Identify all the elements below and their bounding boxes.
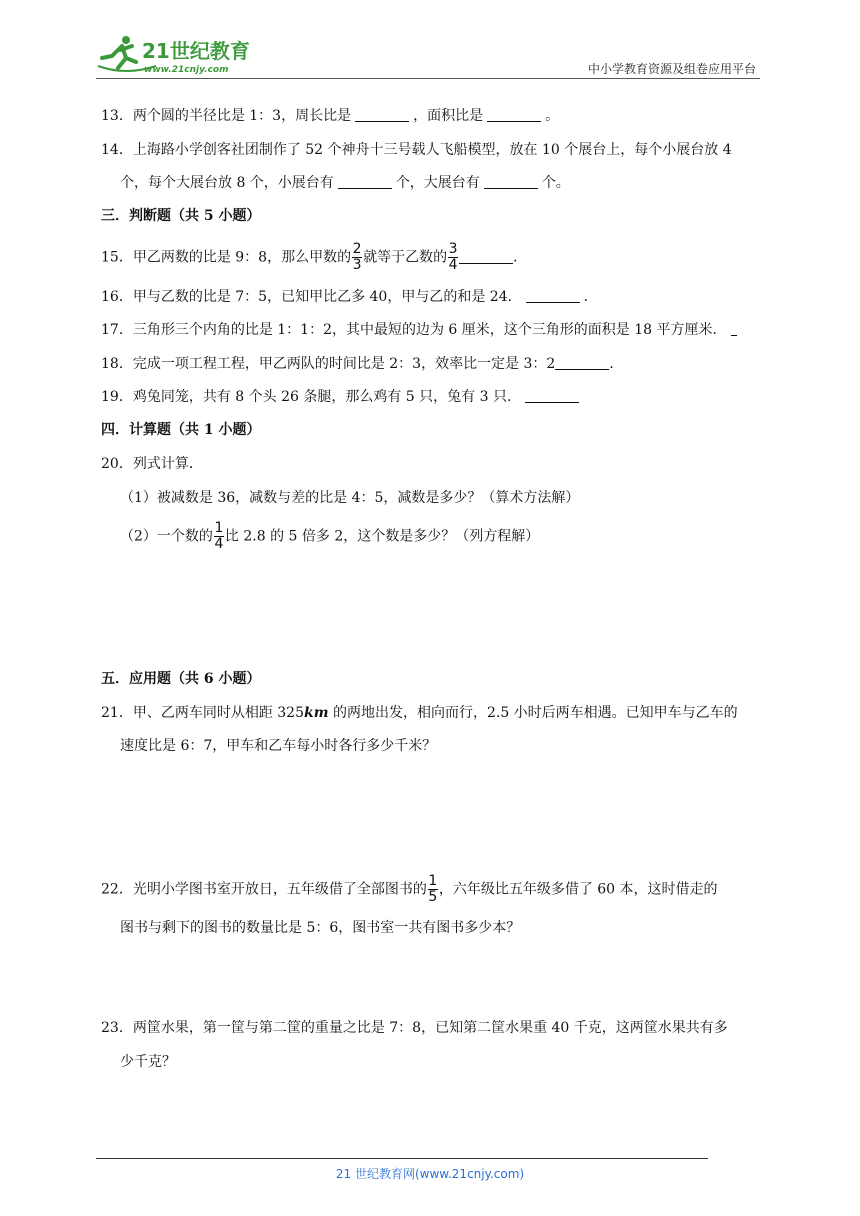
question-23-line-1: 23．两筐水果，第一筐与第二筐的重量之比是 7：8，已知第二筐水果重 40 千克，这两筐水果共有多 [101, 1020, 728, 1036]
fraction: $\frac{1}{5}$ [428, 873, 438, 905]
footer-link[interactable]: 21 世纪教育网(www.21cnjy.com) [335, 1167, 525, 1181]
question-22-line-2: 图书与剩下的图书的数量比是 5：6，图书室一共有图书多少本？ [120, 920, 521, 936]
answer-blank[interactable] [484, 174, 538, 189]
question-16: 16．甲与乙数的比是 7：5，已知甲比乙多 40，甲与乙的和是 24． ． [101, 289, 598, 305]
question-21-line-2: 速度比是 6：7，甲车和乙车每小时各行多少千米？ [120, 738, 437, 754]
header-divider [96, 78, 760, 79]
question-17: 17．三角形三个内角的比是 1：1：2，其中最短的边为 6 厘米，这个三角形的面积是 18 平方厘米． [101, 320, 741, 340]
footer-divider [96, 1158, 708, 1159]
answer-blank[interactable] [731, 321, 737, 336]
svg-text:21世纪教育: 21世纪教育 [142, 39, 250, 63]
question-23-line-2: 少千克？ [120, 1054, 176, 1070]
answer-blank[interactable] [338, 174, 392, 189]
question-13: 13．两个圆的半径比是 1：3，周长比是 ，面积比是 。 [101, 108, 560, 124]
svg-text:www.21cnjy.com: www.21cnjy.com [144, 65, 229, 75]
fraction: $\frac{1}{4}$ [214, 520, 224, 552]
answer-blank[interactable] [526, 288, 580, 303]
section-4-heading: 四．计算题（共 1 小题） [101, 422, 261, 438]
answer-blank[interactable] [459, 249, 513, 264]
question-14-line-2: 个，每个大展台放 8 个，小展台有 个，大展台有 个。 [120, 175, 570, 191]
answer-blank[interactable] [555, 355, 609, 370]
question-20: 20．列式计算． [101, 456, 203, 472]
question-22-line-1: 22．光明小学图书室开放日，五年级借了全部图书的 $\frac{1}{5}$ ，六年级比五年级多借了 60 本，这时借走的 [101, 873, 718, 905]
question-20-part-1: （1）被减数是 36，减数与差的比是 4：5，减数是多少？（算术方法解） [120, 490, 580, 506]
question-15: 15．甲乙两数的比是 9：8，那么甲数的 $\frac{2}{3}$ 就等于乙数的 $\frac{3}{4}$ ． [101, 241, 528, 273]
question-20-part-2: （2）一个数的 $\frac{1}{4}$ 比 2.8 的 5 倍多 2，这个数是多少？（列方程解） [120, 520, 540, 552]
site-logo [96, 32, 256, 78]
fraction: $\frac{3}{4}$ [448, 241, 458, 273]
answer-blank[interactable] [487, 107, 541, 122]
question-18: 18．完成一项工程工程，甲乙两队的时间比是 2：3，效率比一定是 3：2 ． [101, 356, 624, 372]
answer-blank[interactable] [355, 107, 409, 122]
fraction: $\frac{2}{3}$ [352, 241, 362, 273]
question-14-line-1: 14．上海路小学创客社团制作了 52 个神舟十三号载人飞船模型，放在 10 个展台上，每个小展台放 4 [101, 142, 732, 158]
answer-blank[interactable] [525, 388, 579, 403]
section-5-heading: 五．应用题（共 6 小题） [101, 671, 261, 687]
question-21-line-1: 21．甲、乙两车同时从相距 325km 的两地出发，相向而行，2.5 小时后两车相遇。已知甲车与乙车的 [101, 705, 738, 721]
question-19: 19．鸡兔同笼，共有 8 个头 26 条腿，那么鸡有 5 只，兔有 3 只． [101, 387, 583, 407]
section-3-heading: 三．判断题（共 5 小题） [101, 208, 261, 224]
header-platform-text: 中小学教育资源及组卷应用平台 [587, 62, 756, 76]
